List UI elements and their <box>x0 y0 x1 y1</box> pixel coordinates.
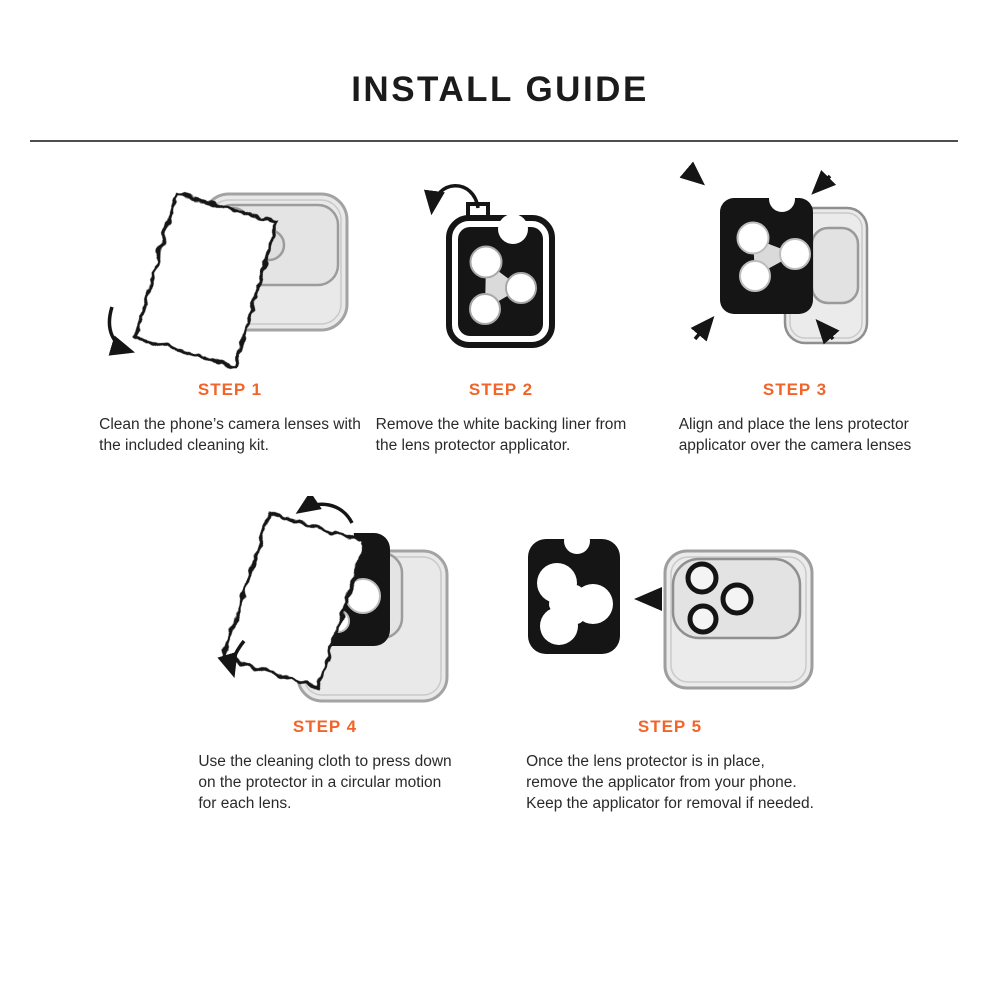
step-4-description <box>198 751 451 814</box>
steps-row-2 <box>0 496 1000 814</box>
applicator-icon <box>720 186 813 314</box>
description-line: Use the cleaning cloth to press down <box>198 753 452 770</box>
description-line: remove the applicator from your phone. <box>526 774 797 791</box>
step-2-description <box>376 414 627 456</box>
applicator-with-liner-icon <box>449 204 552 345</box>
description-line: Clean the phone’s camera lenses with <box>99 416 361 433</box>
step-1 <box>100 142 360 456</box>
description-line: for each lens. <box>198 795 292 812</box>
wipe-arrow-icon <box>109 307 130 351</box>
step-5 <box>526 496 814 814</box>
page-title: INSTALL GUIDE <box>351 70 649 109</box>
step-4-illustration <box>195 496 455 711</box>
steps-row-1 <box>0 142 1000 456</box>
step-5-label: STEP 5 <box>637 717 703 736</box>
step-1-description <box>99 414 361 456</box>
description-line: Once the lens protector is in place, <box>526 753 765 770</box>
step-3-description <box>679 414 912 456</box>
step-4-label: STEP 4 <box>292 717 358 736</box>
step-1-label: STEP 1 <box>197 380 263 399</box>
description-line: applicator over the camera lenses <box>678 437 912 454</box>
step-4 <box>195 496 455 814</box>
description-line: Remove the white backing liner from <box>375 416 627 433</box>
step-5-illustration <box>520 496 820 711</box>
description-line: Keep the applicator for removal if needed. <box>526 795 814 812</box>
rotate-arrow-top-icon <box>300 504 352 523</box>
phone-with-protectors-icon <box>665 551 812 688</box>
step-2 <box>371 142 631 456</box>
description-line: on the protector in a circular motion <box>198 774 442 791</box>
step-2-illustration <box>391 142 611 374</box>
applicator-removed-icon <box>528 528 620 654</box>
step-5-description <box>526 751 814 814</box>
step-1-illustration <box>80 142 380 374</box>
description-line: the included cleaning kit. <box>99 437 269 454</box>
step-3-illustration <box>665 142 925 374</box>
description-line: the lens protector applicator. <box>375 437 571 454</box>
step-2-label: STEP 2 <box>468 380 534 399</box>
description-line: Align and place the lens protector <box>678 416 909 433</box>
cleaning-cloth-icon <box>135 194 276 367</box>
step-3 <box>665 142 925 456</box>
step-3-label: STEP 3 <box>762 380 828 399</box>
